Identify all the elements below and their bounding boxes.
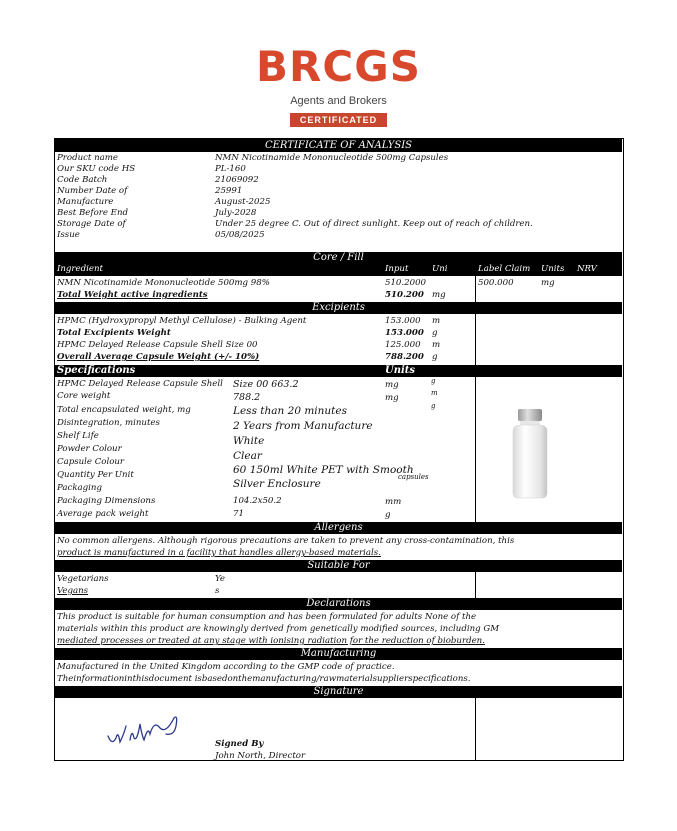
excipient-name: HPMC Delayed Release Capsule Shell Size 00 [57,340,258,350]
ingredient-input: 510.2000 [385,278,427,288]
spec-value: Silver Enclosure [233,478,321,490]
spec-label: Quantity Per Unit [57,470,134,480]
spec-value: 788.2 [233,392,261,403]
signed-by-label: Signed By [215,739,264,749]
spec-label: HPMC Delayed Release Capsule Shell [57,379,223,389]
spec-label: Capsule Colour [57,457,125,467]
total-active-label: Total Weight active ingredients [57,290,208,300]
excipient-unit: g [432,328,438,338]
info-value: July-2028 [215,208,257,218]
divider [475,314,476,365]
info-label: Manufacture [57,197,114,207]
logo-badge: CERTIFICATED [290,113,387,127]
spec-value: 104.2x50.2 [233,496,282,506]
declarations-heading: Declarations [55,598,622,610]
spec-label: Core weight [57,391,111,401]
certificate-title: CERTIFICATE OF ANALYSIS [55,139,622,152]
info-value: NMN Nicotinamide Mononucleotide 500mg Capsules [215,153,449,163]
total-active-unit: mg [432,290,446,300]
info-value: PL-160 [215,164,246,174]
spec-unit: mg [385,380,399,390]
allergens-text-line: product is manufactured in a facility that handles allergy-based materials. [57,548,381,558]
col-units: Units [541,264,565,274]
col-label-claim: Label Claim [478,264,531,274]
spec-value: 71 [233,509,244,519]
certificate-document [54,138,624,761]
spec-value: Size 00 663.2 [233,379,299,390]
suitable-label: Vegetarians [57,574,109,584]
core-fill-heading: Core / Fill [55,252,622,264]
declarations-text-line: materials within this product are knowingly derived from genetically modified sources, including GM [57,624,499,634]
spec-value: White [233,435,265,447]
spec-value: 60 150ml White PET with Smooth [233,464,414,476]
product-bottle-image [507,409,553,499]
specifications-heading-bar [55,365,622,377]
excipient-unit: m [432,340,441,350]
brcgs-logo [0,44,677,127]
suitable-for-heading: Suitable For [55,560,622,572]
signatory-name: John North, Director [215,751,306,761]
excipient-unit: m [432,316,441,326]
suitable-value: s [215,586,220,596]
logo-subtitle: Agents and Brokers [290,95,387,107]
excipient-value: 125.000 [385,340,421,350]
excipient-unit: g [432,352,438,362]
spec-capsules-note: capsules [398,473,429,481]
col-unit: Uni [432,264,448,274]
col-ingredient: Ingredient [57,264,103,274]
ingredient-name: NMN Nicotinamide Mononucleotide 500mg 98% [57,278,270,288]
info-label: Best Before End [57,208,128,218]
spec-label: Shelf Life [57,431,99,441]
spec-unit: mm [385,497,402,507]
divider [475,276,476,302]
info-value: 21069092 [215,175,259,185]
divider [475,377,476,522]
specifications-heading: Specifications [57,365,136,376]
excipient-value: 153.000 [385,316,421,326]
suitable-value: Ye [215,574,226,584]
spec-label: Total encapsulated weight, mg [57,405,191,415]
logo-brand: BRCGS [256,42,421,91]
total-active-value: 510.200 [385,290,424,300]
info-label: Storage Date of [57,219,126,229]
info-label: Issue [57,230,80,240]
manufacturing-text-line: Manufactured in the United Kingdom according to the GMP code of practice. [57,662,395,672]
spec-unit: mg [385,393,399,403]
units-heading: Units [385,365,416,376]
spec-label: Powder Colour [57,444,122,454]
excipient-value: 788.200 [385,352,424,362]
excipient-name: Total Excipients Weight [57,328,171,338]
spec-label: Average pack weight [57,509,149,519]
col-input: Input [385,264,409,274]
spec-label: Packaging Dimensions [57,496,156,506]
spec-unit-side: g [431,402,436,410]
info-value: August-2025 [215,197,271,207]
spec-value: Clear [233,450,262,462]
info-value: Under 25 degree C. Out of direct sunlight. Keep out of reach of children. [215,219,533,229]
declarations-text-line: mediated processes or treated at any stage with ionising radiation for the reduction of bioburden. [57,636,485,646]
spec-value: 2 Years from Manufacture [233,420,373,432]
spec-label: Disintegration, minutes [57,418,160,428]
info-label: Our SKU code HS [57,164,136,174]
spec-label: Packaging [57,483,102,493]
info-label: Number Date of [57,186,128,196]
divider [475,572,476,598]
allergens-text-line: No common allergens. Although rigorous precautions are taken to prevent any cross-contamination, this [57,536,515,546]
spec-unit-side: g [431,377,436,385]
declarations-text-line: This product is suitable for human consumption and has been formulated for adults None of the [57,612,477,622]
spec-unit: g [385,510,391,520]
info-value: 25991 [215,186,243,196]
suitable-label: Vegans [57,586,89,596]
manufacturing-heading: Manufacturing [55,648,622,660]
info-label: Product name [57,153,118,163]
info-value: 05/08/2025 [215,230,265,240]
excipient-name: HPMC (Hydroxypropyl Methyl Cellulose) - Bulking Agent [57,316,307,326]
excipient-value: 153.000 [385,328,424,338]
allergens-heading: Allergens [55,522,622,534]
signature-heading: Signature [55,686,622,698]
spec-value: Less than 20 minutes [233,405,348,417]
divider [475,698,476,760]
info-label: Code Batch [57,175,108,185]
ingredient-units: mg [541,278,555,288]
spec-unit-side: m [431,389,438,397]
core-fill-columns [55,264,622,276]
excipient-name: Overall Average Capsule Weight (+/- 10%) [57,352,260,362]
ingredient-label-claim: 500.000 [478,278,514,288]
excipients-heading: Excipients [55,302,622,314]
col-nrv: NRV [577,264,597,274]
manufacturing-text-line: Theinformationinthisdocument isbasedonthemanufacturing/rawmaterialsupplierspecifications. [57,674,471,684]
handwritten-signature [104,712,194,752]
